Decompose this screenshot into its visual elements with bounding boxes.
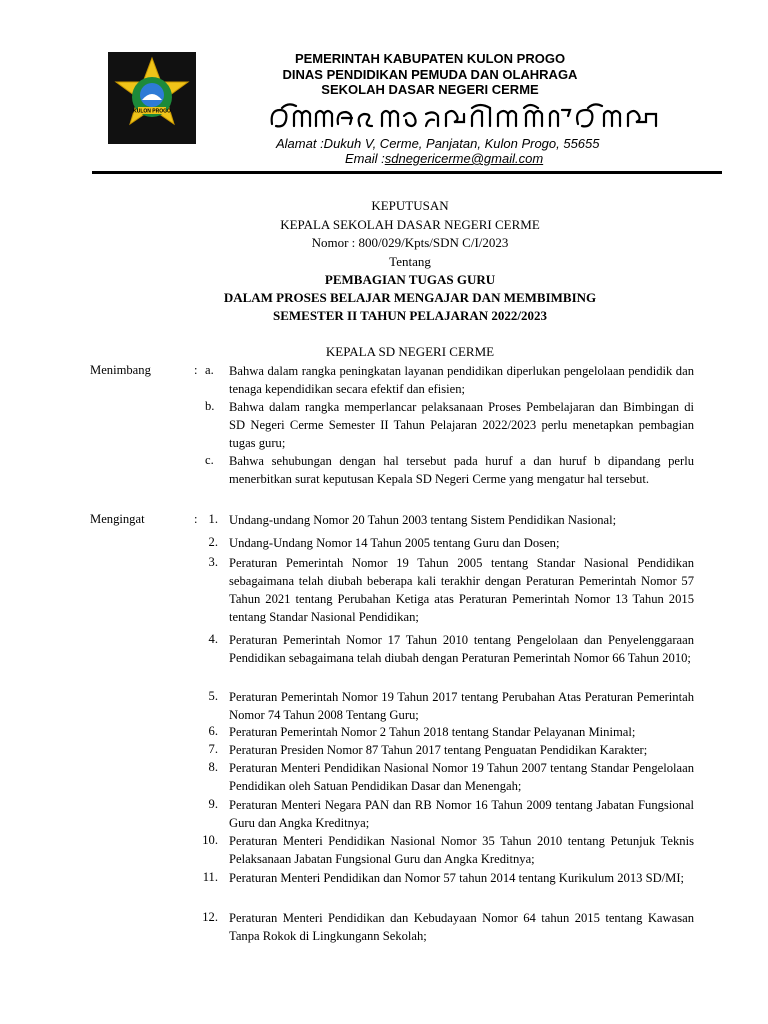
list-item: Peraturan Menteri Negara PAN dan RB Nomor 16 Tahun 2009 tentang Jabatan Fungsional Guru dan Angka Kreditnya; [229, 798, 694, 830]
issuer: KEPALA SEKOLAH DASAR NEGERI CERME [280, 217, 540, 232]
list-marker: 7. [208, 742, 218, 756]
email-line [345, 151, 543, 166]
mengingat-label: Mengingat [90, 512, 145, 526]
list-marker: 6. [208, 724, 218, 738]
letterhead-line-3: SEKOLAH DASAR NEGERI CERME [321, 82, 539, 97]
kulon-progo-logo [108, 52, 196, 144]
list-item: Bahwa sehubungan dengan hal tersebut pada huruf a dan huruf b dipandang perlu menerbitkan surat keputusan Kepala SD Negeri Cerme yang mengatur hal tersebut. [229, 454, 694, 486]
list-marker: a. [205, 363, 214, 377]
menimbang-colon: : [194, 363, 198, 377]
list-item: Peraturan Menteri Pendidikan Nasional Nomor 19 Tahun 2007 tentang Standar Pengelolaan Pendidikan oleh Satuan Pendidikan Dasar dan Menengah; [229, 761, 694, 793]
list-item: Peraturan Pemerintah Nomor 19 Tahun 2005 tentang Standar Nasional Pendidikan sebagaimana telah diubah beberapa kali terakhir dengan Peraturan Pemerintah Nomor 57 Tahun 2021 tentang Perubahan Ketiga atas Peraturan Pemerintah Nomor 13 Tahun 2015 tentang Standar Nasional Pendidikan; [229, 556, 694, 624]
subject-line-3: SEMESTER II TAHUN PELAJARAN 2022/2023 [272, 308, 547, 323]
letterhead [200, 51, 660, 98]
list-item: Undang-undang Nomor 20 Tahun 2003 tentang Sistem Pendidikan Nasional; [229, 513, 617, 527]
list-item: Undang-Undang Nomor 14 Tahun 2005 tentang Guru dan Dosen; [229, 536, 560, 550]
list-item: Bahwa dalam rangka memperlancar pelaksanaan Proses Pembelajaran dan Bimbingan di SD Negeri Cerme Semester II Tahun Pelajaran 2022/2023 perlu menetapkan pembagian tugas guru; [229, 400, 694, 450]
menimbang-label: Menimbang [90, 363, 151, 377]
list-item: Bahwa dalam rangka peningkatan layanan pendidikan diperlukan pengelolaan pendidik dan tenaga kependidikan secara efektif dan efisien; [229, 364, 694, 396]
list-marker: 2. [208, 535, 218, 549]
about-label: Tentang [389, 254, 431, 269]
letterhead-line-2: DINAS PENDIDIKAN PEMUDA DAN OLAHRAGA [282, 66, 578, 82]
list-item: Peraturan Pemerintah Nomor 2 Tahun 2018 tentang Standar Pelayanan Minimal; [229, 725, 636, 739]
list-item: Peraturan Menteri Pendidikan dan Nomor 57 tahun 2014 tentang Kurikulum 2013 SD/MI; [229, 871, 685, 885]
address-text: Alamat :Dukuh V, Cerme, Panjatan, Kulon Progo, 55655 [276, 136, 600, 151]
subject-line-1: PEMBAGIAN TUGAS GURU [324, 272, 496, 287]
decree-number: Nomor : 800/029/Kpts/SDN C/I/2023 [311, 235, 509, 250]
list-marker: 1. [208, 512, 218, 526]
javanese-script-line [268, 102, 662, 132]
list-item: Peraturan Menteri Pendidikan dan Kebudayaan Nomor 64 tahun 2015 tentang Kawasan Tanpa Rokok di Lingkungann Sekolah; [229, 911, 694, 943]
list-marker: 8. [208, 760, 218, 774]
logo-text: KULON PROGO [133, 108, 171, 115]
list-marker: c. [205, 453, 214, 467]
email-label: Email : [345, 151, 385, 166]
list-marker: 9. [208, 797, 218, 811]
list-marker: 10. [202, 833, 218, 847]
list-marker: b. [205, 399, 215, 413]
list-item: Peraturan Pemerintah Nomor 17 Tahun 2010 tentang Pengelolaan dan Penyelenggaraan Pendidikan sebagaimana telah diubah dengan Peraturan Pemerintah Nomor 66 Tahun 2010; [229, 633, 694, 665]
letterhead-line-1: PEMERINTAH KABUPATEN KULON PROGO [294, 51, 566, 66]
list-marker: 4. [208, 632, 218, 646]
list-item: Peraturan Pemerintah Nomor 19 Tahun 2017 tentang Perubahan Atas Peraturan Pemerintah Nomor 74 Tahun 2008 Tentang Guru; [229, 690, 694, 722]
list-marker: 5. [208, 689, 218, 703]
mengingat-colon: : [194, 512, 198, 526]
list-item: Peraturan Presiden Nomor 87 Tahun 2017 tentang Penguatan Pendidikan Karakter; [229, 743, 648, 757]
letterhead-divider [92, 171, 722, 174]
subject-line-2: DALAM PROSES BELAJAR MENGAJAR DAN MEMBIMBING [223, 290, 597, 305]
signatory-heading: KEPALA SD NEGERI CERME [325, 344, 495, 359]
doc-type: KEPUTUSAN [371, 198, 449, 213]
list-item: Peraturan Menteri Pendidikan Nasional Nomor 35 Tahun 2010 tentang Petunjuk Teknis Pelaksanaan Jabatan Fungsional Guru dan Angka Kreditnya; [229, 834, 694, 866]
list-marker: 12. [202, 910, 218, 924]
list-marker: 11. [202, 870, 218, 884]
list-marker: 3. [208, 555, 218, 569]
email-address: sdnegericerme@gmail.com [384, 151, 544, 166]
